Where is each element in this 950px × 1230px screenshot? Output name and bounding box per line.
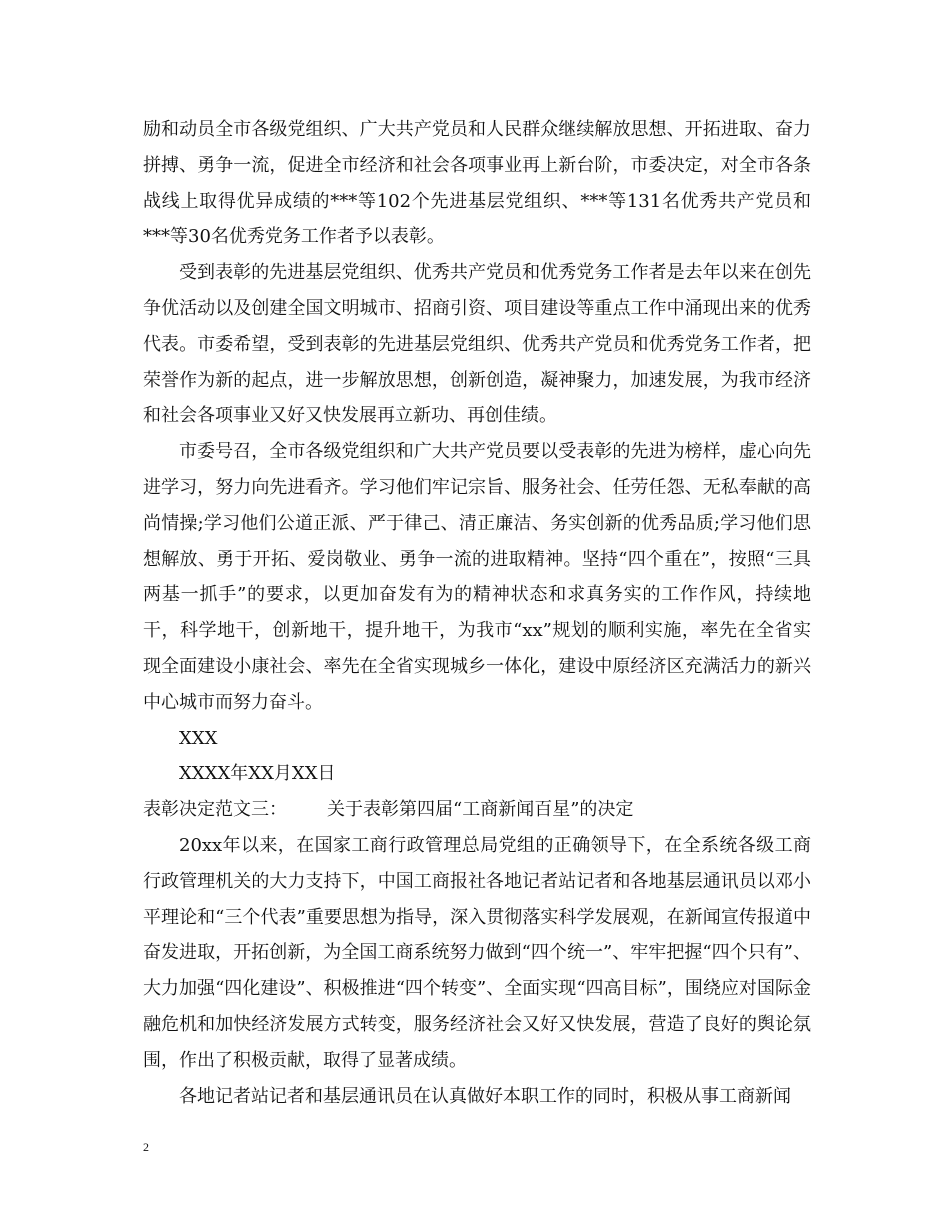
paragraph-since-20xx: 20xx年以来，在国家工商行政管理总局党组的正确领导下，在全系统各级工商行政管理机关的大力支持下，中国工商报社各地记者站记者和各地基层通讯员以邓小平理论和“三个代表”重要思想为指导，深入贯彻落实科学发展观，在新闻宣传报道中奋发进取，开拓创新，为全国工商系统努力做到“四个统一”、牢牢把握“四个只有”、大力加强“四化建设”、积极推进“四个转变”、全面实现“四高目标”，围绕应对国际金融危机和加快经济发展方式转变，服务经济社会又好又快发展，营造了良好的舆论氛围，作出了积极贡献，取得了显著成绩。 <box>143 834 811 1071</box>
paragraph-reporters-continued: 各地记者站记者和基层通讯员在认真做好本职工作的同时，积极从事工商新闻 <box>179 1085 791 1107</box>
section-label: 表彰决定范文三： <box>143 799 287 821</box>
paragraph-honorees-representatives: 受到表彰的先进基层党组织、优秀共产党员和优秀党务工作者是去年以来在创先争优活动以及创建全国文明城市、招商引资、项目建设等重点工作中涌现出来的优秀代表。市委希望，受到表彰的先进基层党组织、优秀共产党员和优秀党务工作者，把荣誉作为新的起点，进一步解放思想，创新创造，凝神聚力，加速发展，为我市经济和社会各项事业又好又快发展再立新功、再创佳绩。 <box>143 262 811 427</box>
signature: XXX <box>179 727 218 749</box>
section-title: 关于表彰第四届“工商新闻百星”的决定 <box>327 799 634 821</box>
document-body <box>143 112 811 1114</box>
page-number: 2 <box>143 1140 149 1154</box>
paragraph-party-call: 市委号召，全市各级党组织和广大共产党员要以受表彰的先进为榜样，虚心向先进学习，努力向先进看齐。学习他们牢记宗旨、服务社会、任劳任怨、无私奉献的高尚情操;学习他们公道正派、严于律己、清正廉洁、务实创新的优秀品质;学习他们思想解放、勇于开拓、爱岗敬业、勇争一流的进取精神。坚持“四个重在”，按照“三具两基一抓手”的要求，以更加奋发有为的精神状态和求真务实的工作作风，持续地干，科学地干，创新地干，提升地干，为我市“xx”规划的顺利实施，率先在全省实现全面建设小康社会、率先在全省实现城乡一体化，建设中原经济区充满活力的新兴中心城市而努力奋斗。 <box>143 441 811 713</box>
paragraph-commendation-decision: 励和动员全市各级党组织、广大共产党员和人民群众继续解放思想、开拓进取、奋力拼搏、勇争一流，促进全市经济和社会各项事业再上新台阶，市委决定，对全市各条战线上取得优异成绩的***等102个先进基层党组织、***等131名优秀共产党员和***等30名优秀党务工作者予以表彰。 <box>143 119 811 248</box>
signature-date: XXXX年XX月XX日 <box>179 763 336 785</box>
section-heading <box>143 792 811 828</box>
